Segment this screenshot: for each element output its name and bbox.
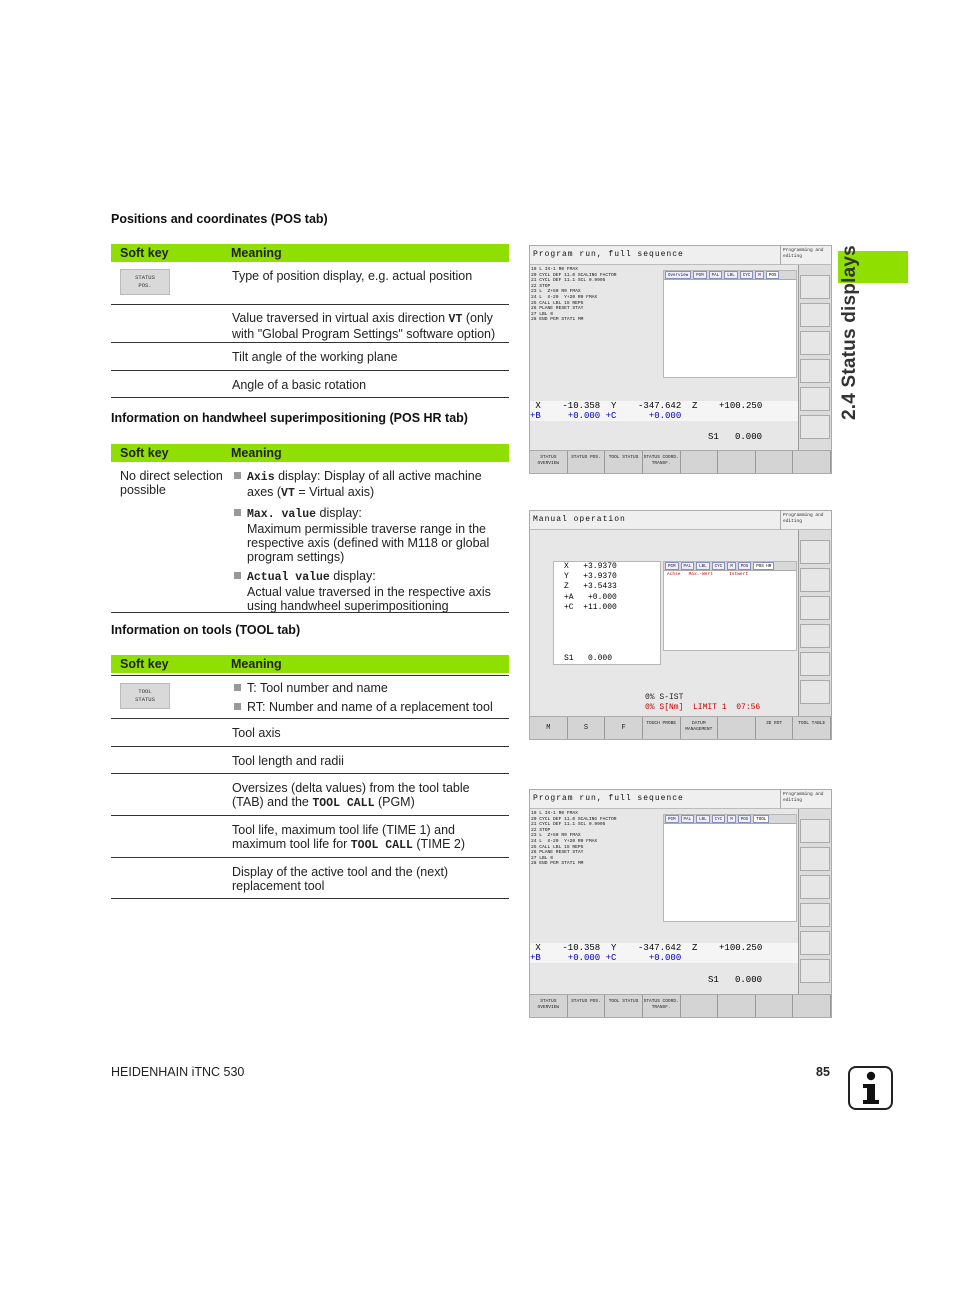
softkey[interactable]: F xyxy=(605,717,643,739)
softkey[interactable]: DATUM MANAGEMENT xyxy=(681,717,719,739)
section-title-tool: Information on tools (TOOL tab) xyxy=(111,623,301,637)
spindle: S1 0.000 xyxy=(564,654,613,663)
program-listing: 19 L IX-1 R0 FMAX 20 CYCL DEF 11.0 SCALING FACTOR 21 CYCL DEF 11.1 SCL 0.9995 22 STOP 23 L Z+50 R0 FMAX 24 L X-20 Y+20 R0 FMAX 25 CALL LBL 15 REP5 26 PLANE RESET STAY 27 LBL 0 28 END PGM STAT1 MM xyxy=(531,811,617,867)
softkey-bar xyxy=(530,716,831,739)
bullet-icon xyxy=(234,703,241,710)
screen-header xyxy=(530,246,831,265)
no-selection-text: No direct selection possible xyxy=(120,469,223,497)
bullet-icon xyxy=(234,472,241,479)
row-text: Value traversed in virtual axis direction VT (only with "Global Program Settings" software option) xyxy=(232,311,496,341)
header-meaning: Meaning xyxy=(231,246,282,260)
table-row xyxy=(111,675,509,719)
row-text: Tilt angle of the working plane xyxy=(232,350,398,364)
screenshot-pos-tab xyxy=(529,245,832,474)
side-key[interactable] xyxy=(800,931,830,955)
table-tool xyxy=(111,655,509,899)
header-softkey: Soft key xyxy=(120,446,169,460)
section-title-pos-hr: Information on handwheel superimpositioning (POS HR tab) xyxy=(111,411,468,425)
screen-header xyxy=(530,511,831,530)
bullet-list xyxy=(232,681,501,719)
row-text: Tool length and radii xyxy=(232,754,344,768)
axis-display xyxy=(553,561,661,665)
softkey[interactable] xyxy=(718,995,756,1017)
header-softkey: Soft key xyxy=(120,246,169,260)
bullet-list xyxy=(232,469,501,618)
side-key[interactable] xyxy=(800,959,830,983)
table-row xyxy=(111,774,509,816)
softkey[interactable] xyxy=(756,451,794,473)
tab[interactable]: LBL xyxy=(696,562,710,570)
softkey[interactable]: TOUCH PROBE xyxy=(643,717,681,739)
list-item: Axis display: Display of all active machine axes (VT = Virtual axis) xyxy=(232,469,501,501)
tab[interactable]: POS xyxy=(738,562,752,570)
softkey[interactable]: STATUS POS. xyxy=(568,995,606,1017)
table-row xyxy=(111,462,509,613)
status-panel xyxy=(663,270,797,378)
column-headers: Achse Max.-Wert Istwert xyxy=(667,572,749,577)
bullet-icon xyxy=(234,684,241,691)
row-text: Display of the active tool and the (next) replacement tool xyxy=(232,865,449,893)
status-tabs xyxy=(664,271,796,280)
softkey[interactable] xyxy=(793,451,831,473)
side-key[interactable] xyxy=(800,415,830,439)
table-row xyxy=(111,816,509,858)
row-text: Angle of a basic rotation xyxy=(232,378,367,392)
tab[interactable]: PAL xyxy=(709,271,723,279)
tab[interactable]: M xyxy=(755,271,764,279)
softkey[interactable]: TOOL TABLE xyxy=(793,717,831,739)
header-meaning: Meaning xyxy=(231,657,282,671)
footer-manual-title: HEIDENHAIN iTNC 530 xyxy=(111,1065,245,1079)
screen-title: Manual operation xyxy=(533,515,626,524)
bullet-icon xyxy=(234,509,241,516)
status-tabs xyxy=(664,815,796,824)
table-row xyxy=(111,719,509,747)
softkey-bar xyxy=(530,994,831,1017)
bullet-icon xyxy=(234,572,241,579)
tab[interactable]: CYC xyxy=(712,815,726,823)
coord-row-2: +B +0.000 +C +0.000 xyxy=(530,953,798,963)
side-key[interactable] xyxy=(800,875,830,899)
screen-mode: Programming and editing xyxy=(780,790,831,809)
tab-pos-hr[interactable]: POS HR xyxy=(753,562,774,570)
side-key[interactable] xyxy=(800,387,830,411)
table-pos-hr xyxy=(111,444,509,613)
row-text: Tool axis xyxy=(232,726,281,740)
tab[interactable]: PGM xyxy=(693,271,707,279)
softkey[interactable]: STATUS POS. xyxy=(568,451,606,473)
table-header xyxy=(111,244,509,262)
side-key[interactable] xyxy=(800,568,830,592)
row-text: Oversizes (delta values) from the tool table (TAB) and the TOOL CALL (PGM) xyxy=(232,781,470,810)
softkey[interactable]: 3D ROT xyxy=(756,717,794,739)
softkey[interactable] xyxy=(718,451,756,473)
program-listing: 19 L IX-1 R0 FMAX 20 CYCL DEF 11.0 SCALING FACTOR 21 CYCL DEF 11.1 SCL 0.9995 22 STOP 23 L Z+50 R0 FMAX 24 L X-20 Y+20 R0 FMAX 25 CALL LBL 15 REP5 26 PLANE RESET STAY 27 LBL 0 28 END PGM STAT1 MM xyxy=(531,267,617,323)
status-line-1: 0% S-IST xyxy=(645,693,684,702)
tab[interactable]: LBL xyxy=(724,271,738,279)
tab[interactable]: PGM xyxy=(665,562,679,570)
softkey[interactable]: S xyxy=(568,717,606,739)
page-number: 85 xyxy=(816,1065,830,1079)
side-key[interactable] xyxy=(800,680,830,704)
softkey[interactable]: M xyxy=(530,717,568,739)
side-key[interactable] xyxy=(800,624,830,648)
softkey-bar xyxy=(530,450,831,473)
tab[interactable]: Overview xyxy=(665,271,691,279)
side-key[interactable] xyxy=(800,359,830,383)
status-tabs xyxy=(664,562,796,571)
table-row xyxy=(111,305,509,343)
coord-row-1: X -10.358 Y -347.642 Z +100.250 xyxy=(530,943,798,953)
softkey[interactable] xyxy=(718,717,756,739)
spindle: S1 0.000 xyxy=(708,975,763,985)
table-row xyxy=(111,858,509,899)
coord-row-2: +B +0.000 +C +0.000 xyxy=(530,411,798,421)
side-key[interactable] xyxy=(800,540,830,564)
table-row xyxy=(111,262,509,305)
softkey[interactable] xyxy=(681,995,719,1017)
spindle: S1 0.000 xyxy=(708,432,763,442)
side-key[interactable] xyxy=(800,847,830,871)
screen-mode: Programming and editing xyxy=(780,511,831,530)
table-row xyxy=(111,343,509,371)
tab[interactable]: PAL xyxy=(681,815,695,823)
side-key[interactable] xyxy=(800,331,830,355)
side-key[interactable] xyxy=(800,819,830,843)
softkey[interactable]: STATUS OVERVIEW xyxy=(530,995,568,1017)
row-text: Tool life, maximum tool life (TIME 1) and maximum tool life for TOOL CALL (TIME 2) xyxy=(232,823,465,852)
screenshot-pos-hr-tab xyxy=(529,510,832,740)
list-item: RT: Number and name of a replacement tool xyxy=(232,700,501,714)
header-softkey: Soft key xyxy=(120,657,169,671)
side-key[interactable] xyxy=(800,275,830,299)
side-softkeys xyxy=(798,809,831,1017)
side-softkeys xyxy=(798,265,831,473)
table-header xyxy=(111,444,509,462)
side-key[interactable] xyxy=(800,903,830,927)
screen-mode: Programming and editing xyxy=(780,246,831,265)
axis-values: X +3.9370 Y +3.9370 Z +3.5433 +A +0.000 +C +11.000 xyxy=(564,562,617,612)
softkey[interactable] xyxy=(793,995,831,1017)
screen-title: Program run, full sequence xyxy=(533,794,684,803)
screen-header xyxy=(530,790,831,809)
status-panel-tool xyxy=(663,814,797,922)
list-item: Max. value display: Maximum permissible traverse range in the respective axis (defined with M118 or global program settings) xyxy=(232,506,501,564)
section-title-pos: Positions and coordinates (POS tab) xyxy=(111,212,328,226)
info-icon xyxy=(848,1066,893,1110)
coord-row-1: X -10.358 Y -347.642 Z +100.250 xyxy=(530,401,798,411)
tab[interactable]: PAL xyxy=(681,562,695,570)
softkey-tool-status[interactable]: TOOL STATUS xyxy=(120,683,170,709)
tab[interactable]: CYC xyxy=(712,562,726,570)
status-panel-hr xyxy=(663,561,797,651)
tab[interactable]: M xyxy=(727,815,736,823)
side-key[interactable] xyxy=(800,596,830,620)
screen-title: Program run, full sequence xyxy=(533,250,684,259)
softkey[interactable] xyxy=(756,995,794,1017)
tab[interactable]: LBL xyxy=(696,815,710,823)
list-item: T: Tool number and name xyxy=(232,681,501,695)
status-line-2: 0% S[Nm] LIMIT 1 07:56 xyxy=(645,703,761,712)
softkey[interactable]: TOOL STATUS xyxy=(605,451,643,473)
tab-tool[interactable]: TOOL xyxy=(753,815,769,823)
header-meaning: Meaning xyxy=(231,446,282,460)
side-softkeys xyxy=(798,530,831,739)
row-text: Type of position display, e.g. actual position xyxy=(232,269,473,283)
softkey-status-pos[interactable]: STATUS POS. xyxy=(120,269,170,295)
tab-pos[interactable]: POS xyxy=(766,271,780,279)
screenshot-tool-tab xyxy=(529,789,832,1018)
softkey[interactable]: TOOL STATUS xyxy=(605,995,643,1017)
chapter-title-vertical: 2.4 Status displays xyxy=(839,245,860,420)
tab[interactable]: M xyxy=(727,562,736,570)
side-key[interactable] xyxy=(800,303,830,327)
table-row xyxy=(111,371,509,398)
table-row xyxy=(111,747,509,774)
table-pos xyxy=(111,244,509,398)
side-key[interactable] xyxy=(800,652,830,676)
softkey[interactable]: STATUS COORD. TRANSF. xyxy=(643,451,681,473)
tab[interactable]: PGM xyxy=(665,815,679,823)
tab[interactable]: POS xyxy=(738,815,752,823)
info-glyph-icon xyxy=(860,1071,882,1105)
softkey[interactable]: STATUS COORD. TRANSF. xyxy=(643,995,681,1017)
softkey[interactable]: STATUS OVERVIEW xyxy=(530,451,568,473)
tab[interactable]: CYC xyxy=(740,271,754,279)
softkey[interactable] xyxy=(681,451,719,473)
list-item: Actual value display: Actual value traversed in the respective axis using handwheel superimpositioning xyxy=(232,569,501,613)
table-header xyxy=(111,655,509,673)
